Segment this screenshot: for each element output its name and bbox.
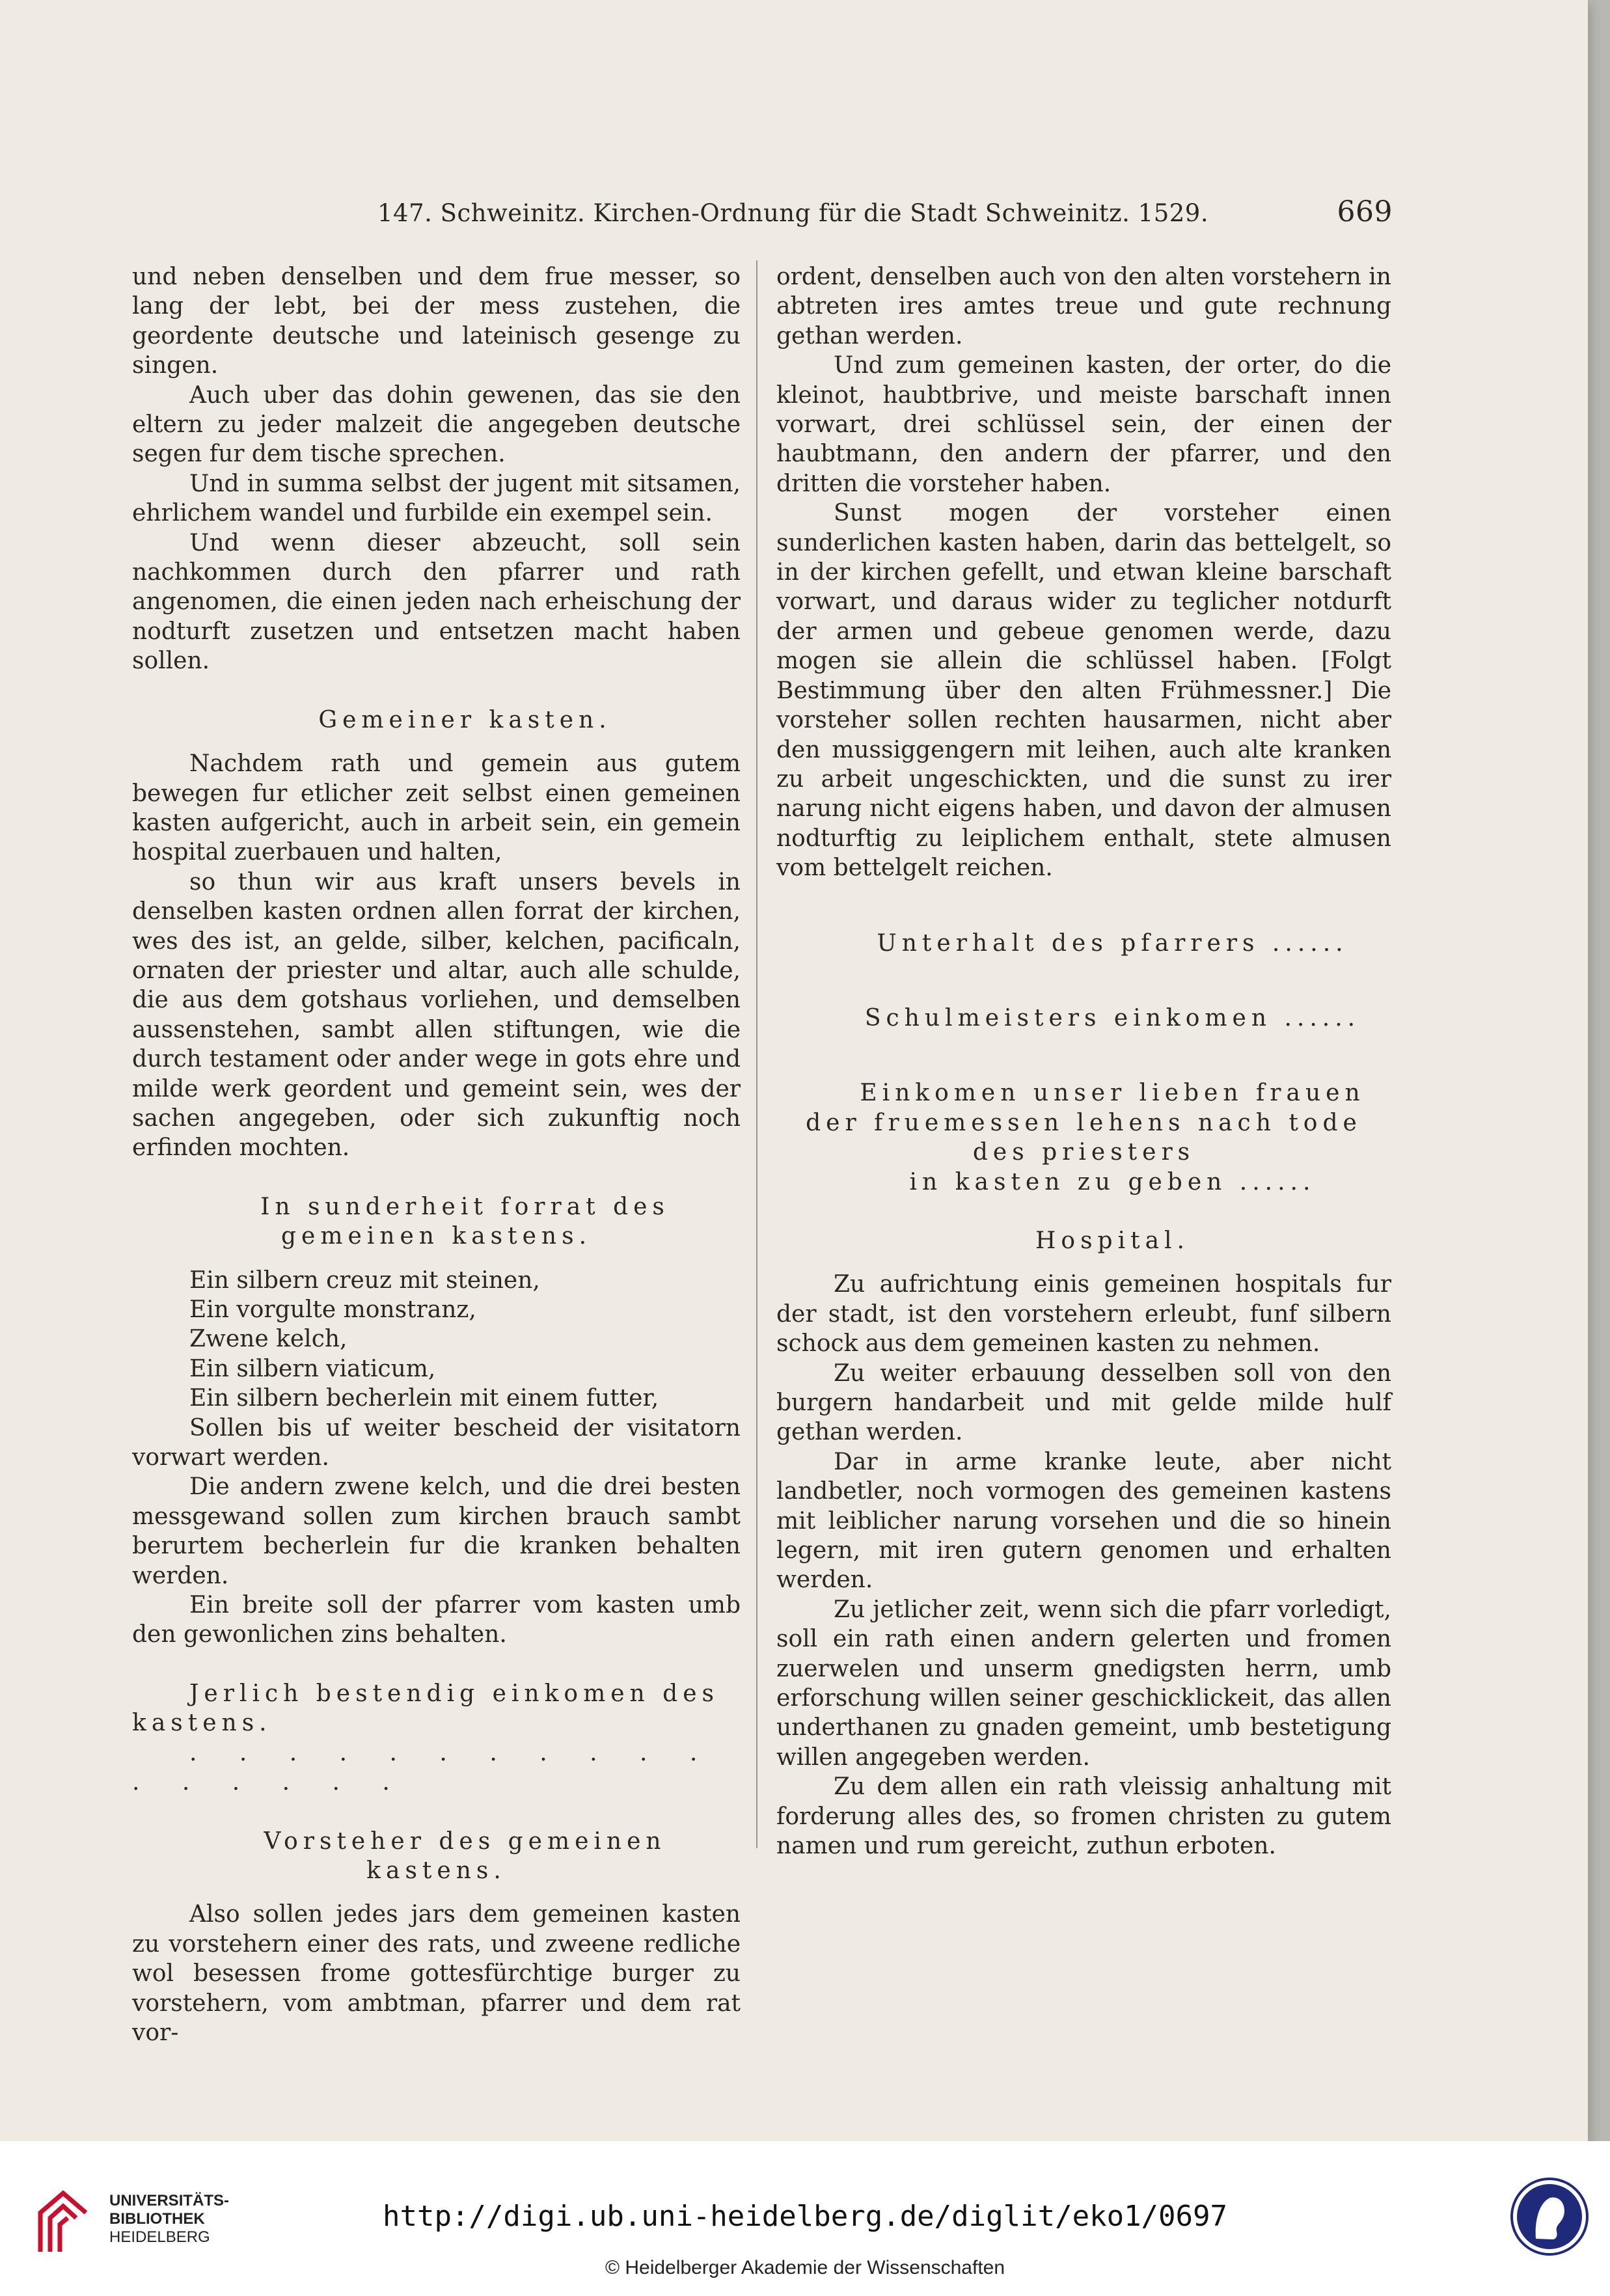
paragraph: Nachdem rath und gemein aus gutem bewegen fur etlicher zeit selbst einen gemeinen kasten aufgericht, auch in arbeit sein, ein gemein hospital zuerbauen und halten, xyxy=(132,750,741,866)
paragraph: Zu dem allen ein rath vleissig anhaltung mit forderung alles des, so fromen christen zu gutem namen und rum gereicht, zuthun erboten. xyxy=(776,1773,1391,1860)
paragraph: Und wenn dieser abzeucht, soll sein nachkommen durch den pfarrer und rath angenomen, die einen jeden nach erheischung der nodturft zusetzen und entsetzen macht haben sollen. xyxy=(132,529,741,675)
list-item: Zwene kelch, xyxy=(189,1326,348,1353)
copyright-text: © Heidelberger Akademie der Wissenschaften xyxy=(605,2257,1005,2278)
section-heading-schulmeisters: Schulmeisters einkomen ...... xyxy=(864,1004,1361,1032)
paragraph: Zu jetlicher zeit, wenn sich die pfarr vorledigt, soll ein rath einen andern gelerten und fromen zuerwelen und unserm gnedigsten herrn, umb erforschung willen seiner geschicklickeit, das allen underthanen zu gnaden gemeint, umb bestetigung willen angegeben werden. xyxy=(776,1596,1391,1771)
running-header xyxy=(364,195,1393,228)
paragraph: Die andern zwene kelch, und die drei besten messgewand sollen zum kirchen brauch sambt berurtem becherlein fur die kranken behalten werden. xyxy=(132,1473,741,1589)
paragraph: Ein breite soll der pfarrer vom kasten umb den gewonlichen zins behalten. xyxy=(132,1592,741,1648)
section-heading-vorsteher: Vorsteher des gemeinen kastens. xyxy=(264,1827,666,1884)
section-heading-hospital: Hospital. xyxy=(1035,1227,1190,1254)
list-item: Ein silbern creuz mit steinen, xyxy=(189,1266,540,1294)
ellipsis-row: . . . . . . . . . . . . . . . . . xyxy=(132,1739,715,1796)
paragraph: Zu weiter erbauung desselben soll von den burgern handarbeit und mit gelde milde hulf gethan werden. xyxy=(776,1360,1391,1446)
paragraph: so thun wir aus kraft unsers bevels in denselben kasten ordnen allen forrat der kirchen, wes des ist, an gelde, silber, kelchen, pacificaln, ornaten der priester und altar, auch alle schulde, die aus dem gotshaus vorliehen, und demselben aussenstehen, sambt allen stiftungen, wie die durch testament oder ander wege in gots ehre und milde werk geordent und gemeint sein, wes der sachen angegeben, oder sich zukunftig noch erfinden mochten. xyxy=(132,868,741,1162)
section-heading-sunderheit: In sunderheit forrat des gemeinen kastens. xyxy=(260,1193,670,1250)
right-column xyxy=(776,262,1391,1861)
column-divider xyxy=(756,260,757,1848)
paragraph: Auch uber das dohin gewenen, das sie den eltern zu jeder malzeit die angegeben deutsche segen fur dem tische sprechen. xyxy=(132,381,741,468)
left-column xyxy=(132,262,741,2047)
running-title: 147. Schweinitz. Kirchen-Ordnung für die Stadt Schweinitz. 1529. xyxy=(377,199,1209,227)
list-item: Ein silbern becherlein mit einem futter, xyxy=(189,1385,659,1412)
section-heading-jerlich: Jerlich bestendig einkomen des kastens. xyxy=(132,1680,719,1737)
paragraph: Und zum gemeinen kasten, der orter, do die kleinot, haubtbrive, und meiste barschaft innen vorwart, drei schlüssel sein, der einen der haubtmann, den andern der pfarrer, und den dritten die vorsteher haben. xyxy=(776,352,1391,497)
paragraph: Zu aufrichtung einis gemeinen hospitals fur der stadt, ist den vorstehern erleubt, funf silbern schock aus dem gemeinen kasten zu nehmen. xyxy=(776,1271,1391,1358)
paragraph: Sollen bis uf weiter bescheid der visitatorn vorwart werden. xyxy=(132,1414,741,1471)
paragraph: und neben denselben und dem frue messer, so lang der lebt, bei der mess zustehen, die geordente deutsche und lateinisch gesenge zu singen. xyxy=(132,264,741,379)
paragraph: Und in summa selbst der jugent mit sitsamen, ehrlichem wandel und furbilde ein exempel sein. xyxy=(132,470,741,527)
section-heading-einkomen: Einkomen unser lieben frauen der fruemessen lehens nach tode des priesters xyxy=(806,1080,1365,1166)
list-item: Ein silbern viaticum, xyxy=(189,1355,436,1382)
footer-bar xyxy=(0,2141,1610,2296)
paragraph: ordent, denselben auch von den alten vorstehern in abtreten ires amtes treue und gute rechnung gethan werden. xyxy=(776,264,1391,349)
portrait-seal-icon xyxy=(1510,2177,1589,2256)
inventory-list xyxy=(132,1266,741,1414)
page-number: 669 xyxy=(1337,195,1393,228)
source-url-link[interactable]: http://digi.ub.uni-heidelberg.de/diglit/eko1/0697 xyxy=(382,2200,1228,2233)
section-heading-unterhalt: Unterhalt des pfarrers ...... xyxy=(877,929,1348,957)
paragraph: Also sollen jedes jars dem gemeinen kasten zu vorstehern einer des rats, und zweene redliche wol besessen frome gottesfürchtige burger zu vorstehern, vom ambtman, pfarrer und dem rat vor- xyxy=(132,1901,741,2046)
section-heading-gemeiner-kasten: Gemeiner kasten. xyxy=(318,706,612,733)
institution-line: UNIVERSITÄTS- xyxy=(109,2192,230,2209)
paragraph: Dar in arme kranke leute, aber nicht landbetler, noch vormogen des gemeinen kastens mit leiblicher narung vorsehen und die so hinein legern, mit iren gutern genomen und erhalten werden. xyxy=(776,1448,1391,1594)
list-item: Ein vorgulte monstranz, xyxy=(189,1296,476,1323)
institution-line: HEIDELBERG xyxy=(109,2228,210,2246)
section-heading-einkomen-cont: in kasten zu geben ...... xyxy=(909,1168,1316,1196)
paragraph: Sunst mogen der vorsteher einen sunderlichen kasten haben, darin das bettelgelt, so in der kirchen gefellt, und etwan kleine barschaft vorwart, und daraus wider zu teglicher notdurft der armen und gebeue genomen werde, dazu mogen sie allein die schlüssel haben. [Folgt Bestimmung über den alten Frühmessner.] Die vorsteher sollen rechten hausarmen, nicht aber den mussiggengern mit leihen, auch alte kranken zu arbeit ungeschickten, und die sunst zu irer narung nicht eigens haben, und davon der almusen nodturftig zu leiplichem enthalt, stete almusen vom bettelgelt reichen. xyxy=(776,500,1391,882)
institution-line: BIBLIOTHEK xyxy=(109,2210,205,2228)
